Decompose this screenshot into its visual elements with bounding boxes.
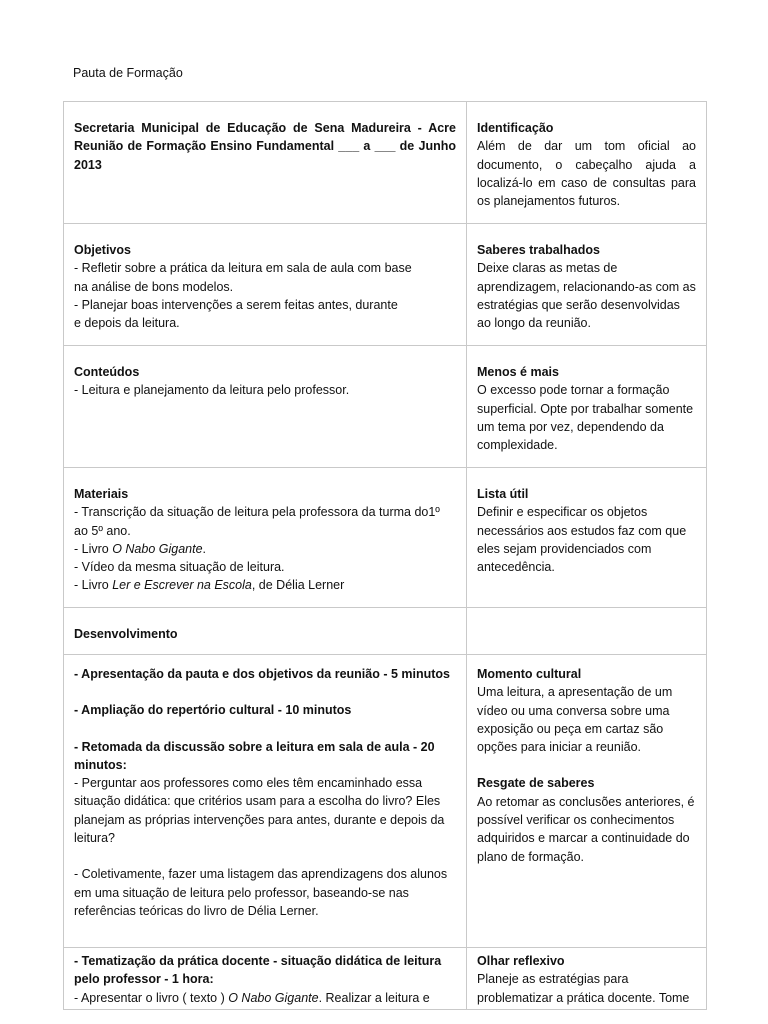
desenvolvimento-cell: [64, 608, 467, 655]
note-heading: Resgate de saberes: [477, 776, 595, 791]
activity-heading: - Ampliação do repertório cultural - 10 minutos: [74, 703, 352, 718]
section-heading: Objetivos: [74, 243, 131, 257]
activity-heading: - Apresentação da pauta e dos objetivos da reunião - 5 minutos: [74, 667, 451, 681]
activity-heading: - Tematização da prática docente - situação didática de leitura pelo professor - 1 hora:: [74, 954, 442, 987]
table-row: [64, 346, 707, 468]
note-cell: [467, 102, 707, 224]
activities-cell: [64, 655, 467, 948]
item-prefix: - Livro: [74, 578, 113, 593]
objetivos-cell: [64, 224, 467, 346]
list-item: [74, 576, 456, 594]
section-heading: Desenvolvimento: [74, 627, 178, 641]
empty-cell: [467, 608, 707, 655]
note-cell: [467, 655, 707, 948]
document-title: Pauta de Formação: [73, 66, 183, 80]
book-title: O Nabo Gigante: [112, 541, 203, 556]
note-text: Além de dar um tom oficial ao documento, o cabeçalho ajuda a localizá-lo em caso de consultas para os planejamentos futuros.: [477, 139, 696, 209]
conteudos-cell: [64, 346, 467, 468]
list-item: na análise de bons modelos.: [74, 279, 234, 294]
note-cell: [467, 948, 707, 1010]
item-prefix: - Livro: [74, 541, 113, 556]
note-text: O excesso pode tornar a formação superficial. Opte por trabalhar somente um tema por vez, dependendo da complexidade.: [477, 383, 694, 453]
note-cell: [467, 224, 707, 346]
section-heading: Materiais: [74, 487, 129, 501]
note-heading: Lista útil: [477, 487, 529, 501]
section-heading: Conteúdos: [74, 365, 140, 379]
activity-heading: - Retomada da discussão sobre a leitura em sala de aula - 20 minutos:: [74, 739, 435, 772]
note-text: Definir e especificar os objetos necessários aos estudos faz com que eles sejam providenciados com antecedência.: [477, 505, 687, 575]
tematizacao-cell: [64, 948, 467, 1010]
table-row: [64, 102, 707, 224]
list-item: - Planejar boas intervenções a serem feitas antes, durante: [74, 297, 398, 312]
list-item: e depois da leitura.: [74, 316, 180, 331]
note-cell: [467, 346, 707, 468]
note-cell: [467, 468, 707, 608]
header-cell: [64, 102, 467, 224]
list-item: - Transcrição da situação de leitura pela professora da turma do1º ao 5º ano.: [74, 505, 440, 538]
list-item: - Leitura e planejamento da leitura pelo professor.: [74, 383, 350, 398]
book-title: Ler e Escrever na Escola: [112, 578, 252, 593]
table-row: [64, 468, 707, 608]
table-row: [64, 655, 707, 948]
note-text: Ao retomar as conclusões anteriores, é possível verificar os conhecimentos adquiridos e marcar a continuidade do plano de formação.: [477, 794, 695, 864]
item-prefix: - Apresentar o livro ( texto ): [74, 990, 229, 1005]
header-title: Secretaria Municipal de Educação de Sena Madureira - Acre Reunião de Formação Ensino Fundamental ___ a ___ de Junho 2013: [74, 121, 456, 172]
table-row: [64, 224, 707, 346]
materiais-cell: [64, 468, 467, 608]
list-item: - Vídeo da mesma situação de leitura.: [74, 560, 285, 575]
activity-text: - Coletivamente, fazer uma listagem das aprendizagens dos alunos em uma situação de leitura pelo professor, baseando-se nas referências teóricas do livro de Délia Lerner.: [74, 867, 448, 918]
activity-text: [74, 989, 456, 1007]
note-heading: Menos é mais: [477, 365, 559, 379]
list-item: [74, 540, 456, 558]
item-suffix: .: [202, 541, 207, 556]
list-item: - Refletir sobre a prática da leitura em sala de aula com base: [74, 261, 412, 276]
note-heading: Momento cultural: [477, 667, 582, 681]
item-suffix: . Realizar a leitura e: [318, 990, 430, 1005]
note-text: Deixe claras as metas de aprendizagem, relacionando-as com as estratégias que serão desenvolvidas ao longo da reunião.: [477, 261, 696, 331]
note-heading: Olhar reflexivo: [477, 954, 565, 968]
table-row: [64, 608, 707, 655]
note-text: Planeje as estratégias para problematizar a prática docente. Tome: [477, 972, 690, 1005]
activity-text: - Perguntar aos professores como eles têm encaminhado essa situação didática: que critérios usam para a escolha do livro? Eles planejam as próprias intervenções para antes, durante e depois da leitura?: [74, 776, 445, 846]
note-heading: Saberes trabalhados: [477, 243, 600, 257]
book-title: O Nabo Gigante: [228, 990, 319, 1005]
pauta-table: [63, 101, 707, 1010]
item-suffix: , de Délia Lerner: [251, 578, 345, 593]
note-heading: Identificação: [477, 121, 554, 135]
table-row: [64, 948, 707, 1010]
note-text: Uma leitura, a apresentação de um vídeo ou uma conversa sobre uma exposição ou peça em cartaz são opções para iniciar a reunião.: [477, 685, 673, 755]
